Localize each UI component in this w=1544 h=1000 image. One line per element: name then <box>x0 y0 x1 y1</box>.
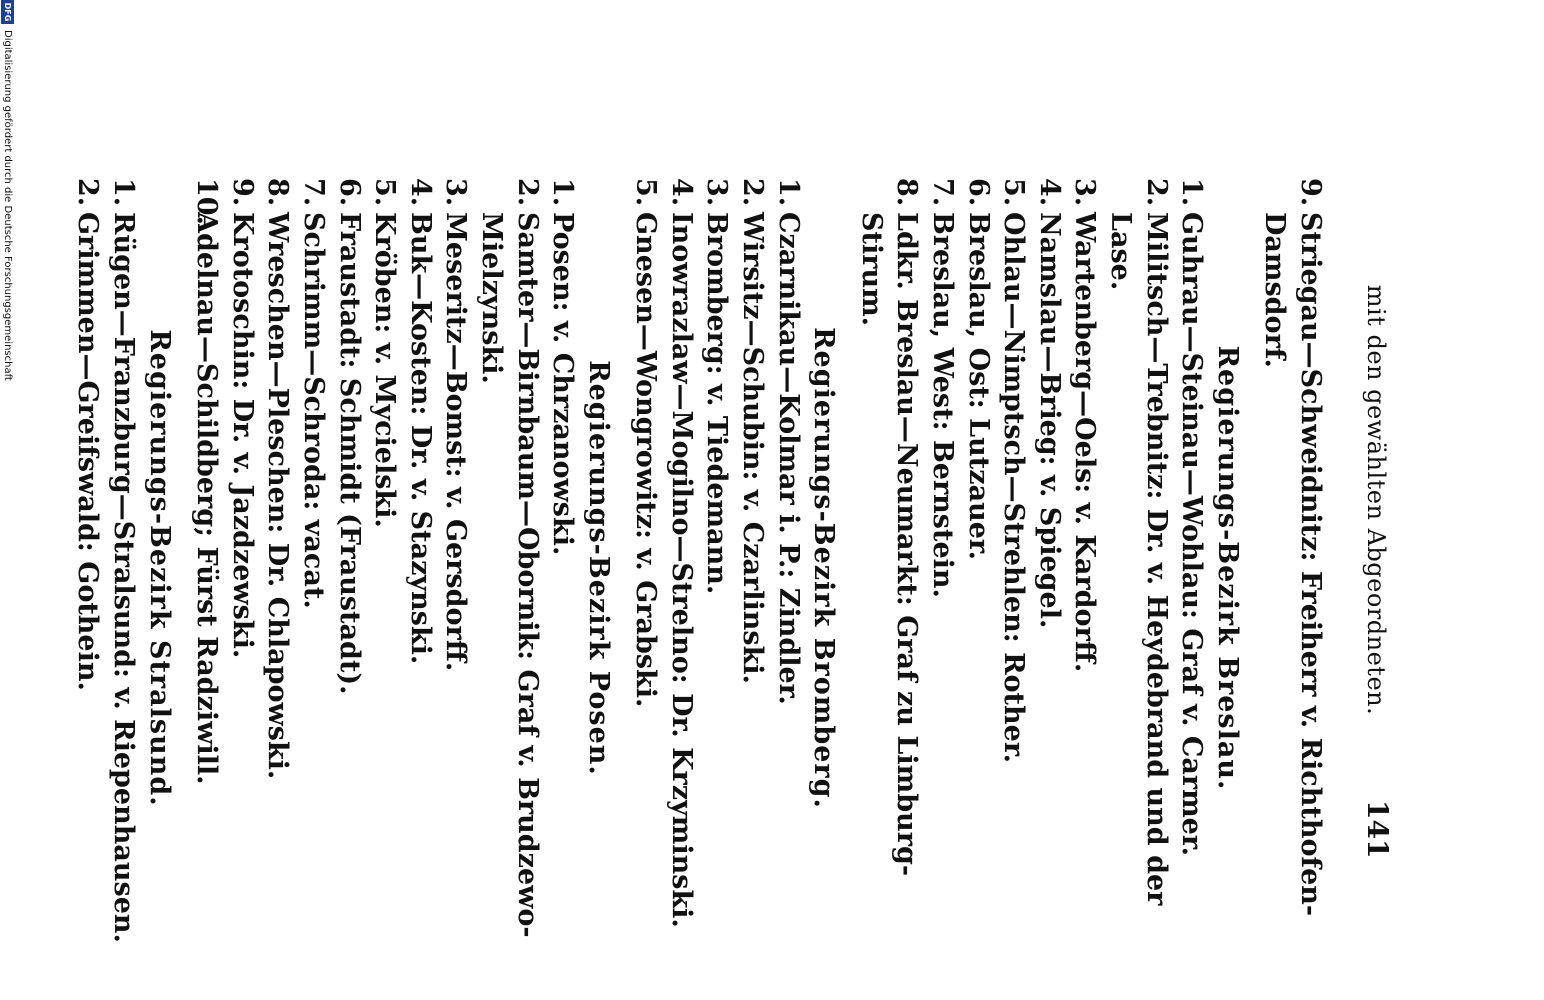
entry-text: Striegau—Schweidnitz: Freiherr v. Richthofen-Damsdorf. <box>1259 212 1326 917</box>
district-entry <box>473 178 544 958</box>
district-entry <box>960 178 996 958</box>
section-heading: Regierungs-Bezirk Stralsund. <box>143 329 175 807</box>
entry-number: 2. <box>1140 178 1172 207</box>
district-entry <box>699 178 735 958</box>
district-entry <box>367 178 403 958</box>
entry-number: 2. <box>72 178 104 207</box>
district-entry <box>105 178 141 958</box>
entry-number: 10. <box>191 178 223 225</box>
section <box>1257 178 1328 958</box>
section <box>853 178 1245 958</box>
entry-number: 3. <box>440 178 472 207</box>
district-entry <box>1257 178 1328 958</box>
section <box>70 178 177 958</box>
district-entry <box>438 178 474 958</box>
entry-number: 1. <box>772 178 804 207</box>
district-entry <box>260 178 296 958</box>
entry-text: Buk—Kosten: Dr. v. Stazynski. <box>404 212 436 665</box>
entry-text: Breslau, West: Bernstein. <box>927 212 959 598</box>
entry-text: Breslau, Ost: Lutzauer. <box>962 212 994 561</box>
district-entry <box>1067 178 1103 958</box>
entry-text: Ldkr. Breslau—Neumarkt: Graf zu Limburg-Stirum. <box>855 212 923 877</box>
entry-text: Meseritz—Bomst: v. Gersdorff. <box>440 212 472 672</box>
dfg-logo: DFG <box>1 0 14 24</box>
entry-number: 9. <box>1295 178 1326 207</box>
section-gap <box>841 178 853 958</box>
entry-text: Krotoschin: Dr. v. Jazdzewski. <box>226 212 258 659</box>
entry-number: 5. <box>998 178 1030 207</box>
entry-text: Posen: v. Chrzanowski. <box>547 212 579 556</box>
entry-number: 3. <box>701 178 733 207</box>
page-header <box>1354 0 1394 1000</box>
entry-text: Adelnau—Schildberg; Fürst Radziwill. <box>191 212 223 785</box>
section-heading: Regierungs-Bezirk Bromberg. <box>808 327 840 809</box>
district-entry <box>189 178 225 958</box>
entry-number: 7. <box>297 178 329 207</box>
entry-number: 4. <box>404 178 436 207</box>
district-entry <box>295 178 331 958</box>
entry-text: Rügen—Franzburg—Stralsund: v. Riepenhausen. <box>108 212 139 943</box>
entry-number: 7. <box>927 178 959 207</box>
entry-text: Samter—Birnbaum—Obornik: Graf v. Brudzewo-Mielzynski. <box>475 212 543 938</box>
section <box>628 178 842 958</box>
entry-text: Gnesen—Wongrowitz: v. Grabski. <box>630 212 662 708</box>
digitization-note-text: Digitalisierung gefördert durch die Deutsche Forschungsgemeinschaft <box>2 30 13 381</box>
entry-number: 4. <box>665 178 697 207</box>
district-entry <box>402 178 438 958</box>
section-gap <box>177 178 189 958</box>
entry-number: 1. <box>547 178 579 207</box>
entry-text: Wreschen—Pleschen: Dr. Chlapowski. <box>262 212 294 780</box>
district-entry <box>1102 178 1173 958</box>
district-entry <box>735 178 771 958</box>
entry-number: 5. <box>630 178 662 207</box>
district-entry <box>331 178 367 958</box>
section-gap <box>1245 178 1257 958</box>
section-gap <box>616 178 628 958</box>
district-entry <box>1174 178 1210 958</box>
entry-number: 1. <box>1176 178 1208 207</box>
section-heading: Regierungs-Bezirk Posen. <box>582 360 614 776</box>
section <box>189 178 616 958</box>
entry-text: Inowrazlaw—Mogilno—Strelno: Dr. Krzyminski. <box>665 212 697 928</box>
section-heading: Regierungs-Bezirk Breslau. <box>1211 345 1243 791</box>
entry-number: 6. <box>333 178 365 207</box>
entry-number: 6. <box>962 178 994 207</box>
district-entry <box>663 178 699 958</box>
entry-number: 8. <box>891 178 923 207</box>
entry-number: 8. <box>262 178 294 207</box>
entry-text: Grimmen—Greifswald: Gothein. <box>72 212 104 691</box>
district-entry <box>224 178 260 958</box>
entry-text: Militsch—Trebnitz: Dr. v. Heydebrand und der Lase. <box>1105 212 1172 906</box>
entry-text: Czarnikau—Kolmar i. P.: Zindler. <box>772 212 804 705</box>
entry-text: Bromberg: v. Tiedemann. <box>701 212 733 595</box>
page-number: 141 <box>1361 800 1394 859</box>
entry-number: 3. <box>1069 178 1101 207</box>
entry-text: Fraustadt: Schmidt (Fraustadt). <box>333 212 365 695</box>
entry-number: 9. <box>226 178 258 207</box>
entry-text: Kröben: v. Mycielski. <box>369 212 401 528</box>
entry-text: Schrimm—Schroda: vacat. <box>297 212 329 609</box>
entry-number: 4. <box>1033 178 1065 207</box>
district-entry <box>996 178 1032 958</box>
entry-number: 2. <box>511 178 543 207</box>
body-text <box>70 178 1328 958</box>
entry-number: 5. <box>369 178 401 207</box>
district-entry <box>70 178 106 958</box>
district-entry <box>853 178 924 958</box>
district-entry <box>770 178 806 958</box>
entry-text: Wirsitz—Schubin: v. Czarlinski. <box>737 212 769 684</box>
entry-text: Namslau—Brieg: v. Spiegel. <box>1033 212 1065 629</box>
running-title: mit den gewählten Abgeordneten. <box>1362 284 1390 716</box>
entry-text: Wartenberg—Oels: v. Kardorff. <box>1069 212 1101 673</box>
district-entry <box>1031 178 1067 958</box>
entry-text: Guhrau—Steinau—Wohlau: Graf v. Carmer. <box>1176 212 1208 857</box>
district-entry <box>924 178 960 958</box>
entry-text: Ohlau—Nimptsch—Strehlen: Rother. <box>998 212 1030 763</box>
entry-number: 1. <box>108 178 139 207</box>
entry-number: 2. <box>737 178 769 207</box>
district-entry <box>545 178 581 958</box>
digitization-note <box>0 0 14 1000</box>
district-entry <box>628 178 664 958</box>
